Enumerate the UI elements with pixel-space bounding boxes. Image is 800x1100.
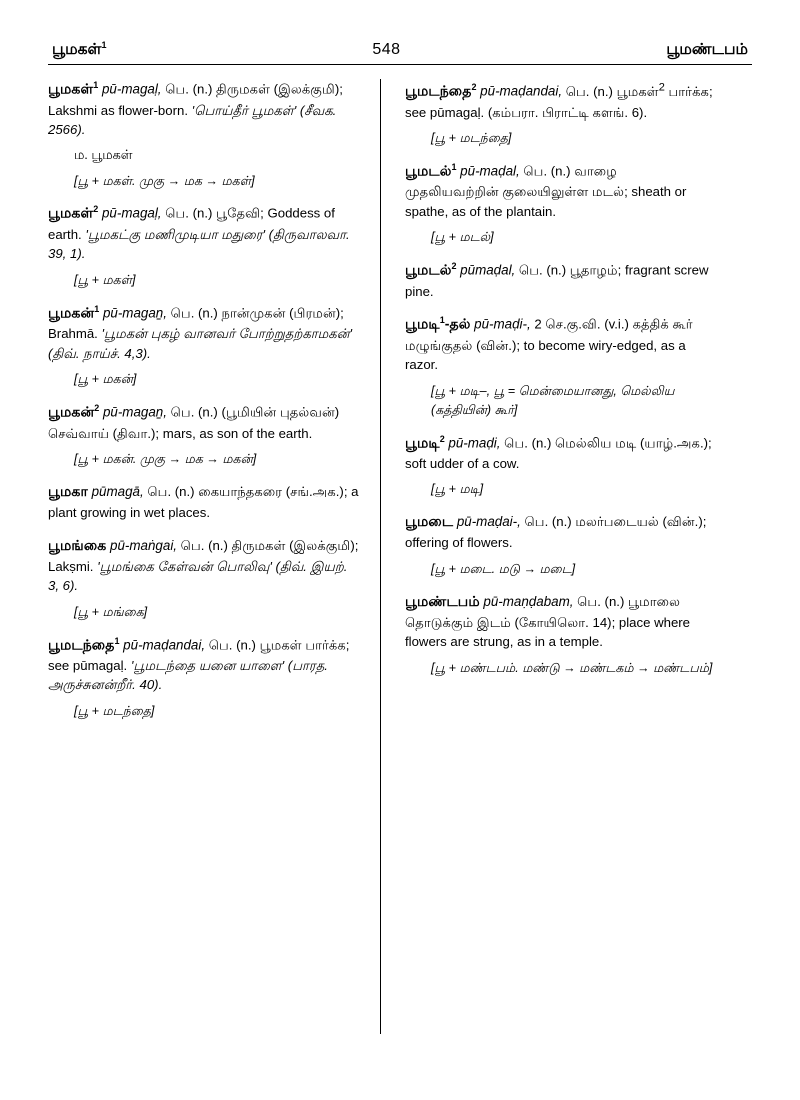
dictionary-entry bbox=[405, 592, 713, 678]
entry-transliteration: pū-magaḷ, bbox=[101, 205, 162, 221]
entry-body-text: பெ. (n.) திருமகள் (இலக்குமி); Lakshmi as flower-born. bbox=[48, 81, 343, 118]
entry-transliteration: pū-magaṉ, bbox=[102, 404, 167, 420]
entry-transliteration: pūmagā, bbox=[91, 484, 144, 499]
dictionary-entry bbox=[405, 314, 713, 419]
column-right bbox=[383, 79, 713, 1034]
entry-definition bbox=[48, 203, 360, 263]
entry-headword-superscript: 1 bbox=[93, 80, 99, 91]
entry-headword: பூமண்டபம் bbox=[405, 593, 480, 610]
entry-body-text: பெ. (n.) பூதாழம்; fragrant screw pine. bbox=[405, 262, 709, 299]
entry-headword: பூமடல் bbox=[405, 163, 452, 180]
entry-definition bbox=[48, 303, 360, 363]
entry-body-text: 2 செ.கு.வி. (v.i.) கத்திக் கூர் மழுங்குதல் (வின்.); to become wiry-edged, as a razor. bbox=[405, 316, 693, 373]
entry-definition bbox=[48, 402, 360, 443]
entry-definition bbox=[405, 161, 713, 221]
entry-citation: 'பூமங்கை கேள்வன் பொலிவு' (திவ். இயற். 3, 6). bbox=[48, 558, 348, 594]
entry-headword: பூமடல் bbox=[405, 262, 452, 279]
dictionary-entry bbox=[405, 161, 713, 247]
entry-transliteration: pū-maḍi-, bbox=[474, 316, 531, 332]
columns-container bbox=[48, 79, 752, 1034]
entry-headword: பூமங்கை bbox=[48, 537, 107, 554]
entry-body-text: பெ. (n.) பூமகள் பார்க்க; see pūmagaḷ. bbox=[48, 636, 350, 673]
entry-body-text: பெ. (n.) கையாந்தகரை (சங்.அக.); a plant growing in wet places. bbox=[48, 484, 359, 521]
page-number: 548 bbox=[372, 41, 401, 59]
entry-body-text: பெ. (n.) வாழை முதலியவற்றின் குலையிலுள்ள மடல்; sheath or spathe, as of the plantain. bbox=[405, 163, 687, 219]
entry-body-text: பெ. (n.) மெல்லிய மடி (யாழ்.அக.); soft udder of a cow. bbox=[405, 434, 712, 471]
entry-transliteration: pū-magaḷ, bbox=[101, 81, 162, 97]
entry-headword: பூமடந்தை bbox=[48, 636, 115, 653]
entry-etymology: [பூ + மங்கை] bbox=[74, 604, 148, 619]
entry-headword-superscript: 1 bbox=[439, 315, 445, 326]
column-divider bbox=[380, 79, 381, 1034]
entry-citation: 'பூமடந்தை யனை யாளை' (பாரத. அருச்சுனன்றீர். 40). bbox=[48, 657, 328, 693]
entry-headword-superscript: 1 bbox=[94, 303, 100, 314]
entry-headword: பூமடந்தை bbox=[405, 83, 472, 100]
entry-body-text: பெ. (n.) (பூமியின் புதல்வன்) செவ்வாய் (திவா.); mars, as son of the earth. bbox=[48, 404, 340, 441]
entry-body-text: பெ. (n.) மலர்படையல் (வின்.); offering of flowers. bbox=[405, 514, 707, 551]
running-head-left bbox=[52, 40, 107, 60]
entry-body-text: பெ. (n.) திருமகள் (இலக்குமி); Lakṣmi. bbox=[48, 537, 359, 574]
entry-citation: 'பூமகன் புகழ் வானவர் போற்றுதற்காமகன்' (திவ். நாய்ச். 4,3). bbox=[48, 326, 352, 361]
entry-body-text: பெ. (n.) பூமகள்$^2$ பார்க்க; see pūmagaḷ. (கம்பரா. பிராட்டி களங். 6). bbox=[405, 81, 713, 120]
entry-transliteration: pū-maḍandai, bbox=[480, 83, 563, 99]
dictionary-entry bbox=[48, 303, 360, 389]
dictionary-entry bbox=[48, 482, 360, 523]
entry-headword: பூமகன் bbox=[48, 305, 95, 322]
entry-transliteration: pū-magaṉ, bbox=[102, 305, 167, 321]
entry-definition bbox=[48, 482, 360, 523]
entry-headword: பூமகள் bbox=[48, 81, 94, 98]
entry-transliteration: pū-maḍi, bbox=[448, 434, 501, 450]
entry-etymology: [பூ + மகன்] bbox=[74, 372, 137, 387]
dictionary-entry bbox=[405, 79, 713, 148]
entry-headword: பூமகா bbox=[48, 484, 88, 500]
running-head-left-superscript: 1 bbox=[101, 40, 107, 50]
entry-etymology: [பூ + மடந்தை] bbox=[74, 703, 155, 718]
dictionary-entry bbox=[48, 203, 360, 289]
entry-definition bbox=[405, 79, 713, 122]
header-rule bbox=[48, 64, 752, 65]
entry-headword-superscript: 2 bbox=[451, 261, 457, 272]
entry-definition bbox=[405, 260, 713, 301]
entry-headword-superscript: 1 bbox=[451, 161, 457, 172]
dictionary-entry bbox=[405, 260, 713, 301]
entry-body-text: பெ. (n.) நான்முகன் (பிரமன்); Brahmā. bbox=[48, 305, 344, 342]
entry-headword: பூமகள் bbox=[48, 205, 94, 222]
dictionary-entry bbox=[48, 79, 360, 190]
entry-definition bbox=[48, 79, 360, 139]
entry-etymology: [பூ + மடந்தை] bbox=[431, 131, 512, 146]
entry-definition bbox=[405, 314, 713, 374]
running-head-left-text: பூமகள் bbox=[52, 41, 102, 59]
entry-headword: பூமடி bbox=[405, 316, 440, 333]
dictionary-entry bbox=[405, 512, 713, 578]
entry-headword-suffix: -தல் bbox=[444, 316, 471, 333]
entry-transliteration: pūmaḍal, bbox=[460, 262, 516, 278]
entry-etymology: [பூ + மகள். முகு → மக → மகள்] bbox=[74, 173, 255, 188]
entry-etymology: [பூ + மண்டபம். மண்டு → மண்டகம் → மண்டபம்] bbox=[431, 660, 713, 675]
dictionary-entry bbox=[405, 433, 713, 500]
entry-definition bbox=[405, 592, 713, 652]
entry-headword-superscript: 2 bbox=[471, 82, 477, 93]
dictionary-entry bbox=[48, 402, 360, 469]
entry-headword-superscript: 2 bbox=[94, 403, 100, 414]
entry-headword-superscript: 2 bbox=[439, 433, 445, 444]
entry-etymology: [பூ + மடி–, பூ = மென்மையானது, மெல்லிய (கத்தியின்) கூர்] bbox=[431, 383, 675, 417]
entry-transliteration: pū-maṅgai, bbox=[110, 537, 178, 553]
column-left bbox=[48, 79, 378, 1034]
entry-headword: பூமடி bbox=[405, 434, 440, 451]
entry-headword-superscript: 1 bbox=[114, 635, 120, 646]
entry-etymology: [பூ + மடி] bbox=[431, 482, 484, 497]
entry-etymology: [பூ + மகன். முகு → மக → மகன்] bbox=[74, 452, 257, 467]
running-head-right: பூமண்டபம் bbox=[666, 41, 748, 59]
entry-etymology: [பூ + மடை. மடு → மடை] bbox=[431, 561, 576, 576]
entry-definition bbox=[405, 512, 713, 553]
dictionary-entry bbox=[48, 536, 360, 622]
entry-variant: ம. பூமகள் bbox=[74, 146, 133, 162]
entry-etymology: [பூ + மடல்] bbox=[431, 230, 494, 245]
entry-definition bbox=[405, 433, 713, 474]
dictionary-entry bbox=[48, 635, 360, 721]
entry-definition bbox=[48, 635, 360, 695]
entry-body-text: பெ. (n.) பூமாலை தொடுக்கும் இடம் (கோயிலொ. 14); place where flowers are strung, as in a temple. bbox=[405, 593, 691, 650]
entry-headword-superscript: 2 bbox=[93, 204, 99, 215]
entry-headword: பூமகன் bbox=[48, 404, 95, 421]
entry-body-text: பெ. (n.) பூதேவி; Goddess of earth. bbox=[48, 205, 335, 242]
entry-headword: பூமடை bbox=[405, 514, 454, 531]
entry-transliteration: pū-maṇḍabam, bbox=[483, 593, 574, 609]
entry-definition bbox=[48, 536, 360, 596]
entry-transliteration: pū-maḍandai, bbox=[123, 636, 206, 652]
entry-citation: 'பொய்தீர் பூமகள்' (சீவக. 2566). bbox=[48, 102, 337, 138]
entry-transliteration: pū-maḍai-, bbox=[456, 514, 521, 530]
page-header bbox=[48, 40, 752, 60]
entry-transliteration: pū-maḍal, bbox=[460, 163, 520, 179]
entry-citation: 'பூமகட்கு மணிமுடியா மதுரை' (திருவாலவா. 39, 1). bbox=[48, 226, 350, 262]
entry-etymology: [பூ + மகள்] bbox=[74, 272, 136, 287]
